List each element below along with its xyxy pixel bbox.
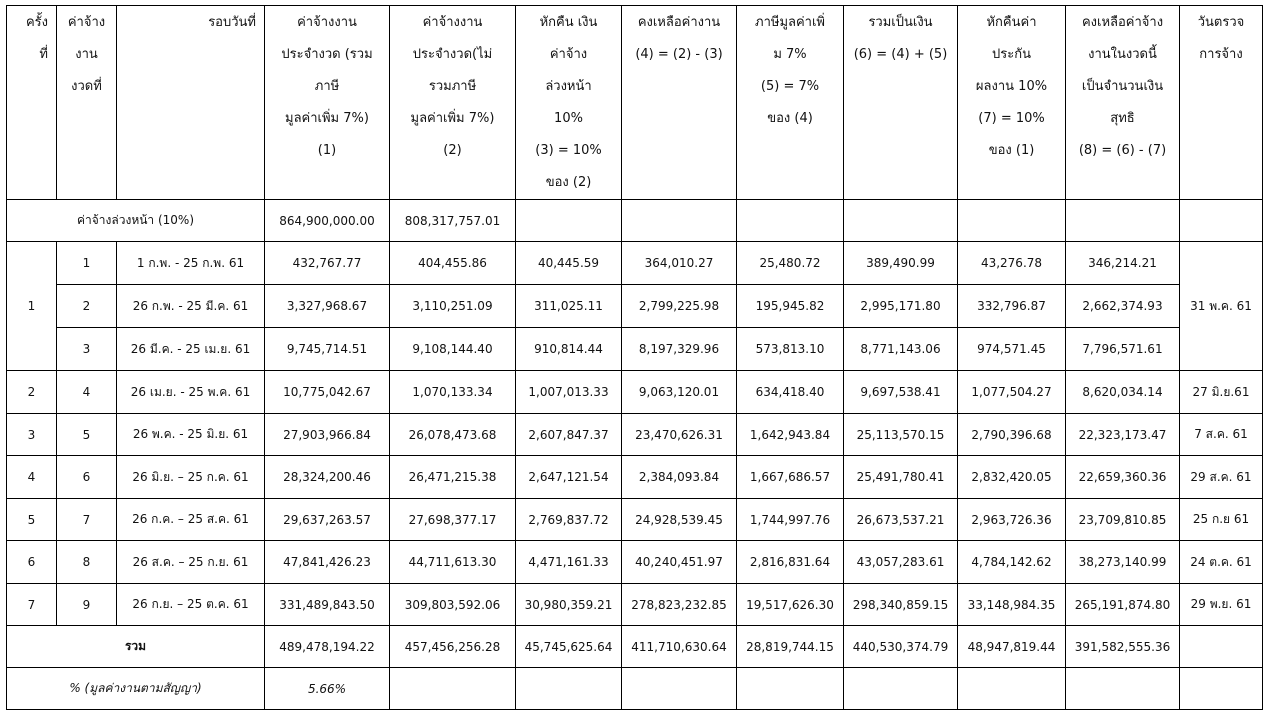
round-number: 1 bbox=[7, 242, 57, 371]
empty-cell bbox=[737, 200, 844, 242]
amount-cell: 19,517,626.30 bbox=[737, 584, 844, 626]
header-line: (4) = (2) - (3) bbox=[635, 47, 723, 62]
amount-cell: 27,698,377.17 bbox=[390, 499, 516, 541]
table-row bbox=[7, 456, 1263, 499]
header-line: หักคืน เงิน bbox=[539, 15, 598, 30]
inspection-date: 24 ต.ค. 61 bbox=[1180, 541, 1263, 584]
amount-cell: 4,784,142.62 bbox=[958, 541, 1066, 584]
amount-cell: 9,108,144.40 bbox=[390, 328, 516, 371]
installment-number: 5 bbox=[57, 414, 117, 456]
inspection-date: 31 พ.ค. 61 bbox=[1180, 242, 1263, 371]
header-line: ค่าจ้างงาน bbox=[297, 15, 357, 30]
total-row bbox=[7, 626, 1263, 668]
round-number: 4 bbox=[7, 456, 57, 499]
total-amount: 457,456,256.28 bbox=[390, 626, 516, 668]
amount-cell: 30,980,359.21 bbox=[516, 584, 622, 626]
inspection-date: 27 มิ.ย.61 bbox=[1180, 371, 1263, 414]
empty-cell bbox=[516, 200, 622, 242]
amount-cell: 22,323,173.47 bbox=[1066, 414, 1180, 456]
amount-cell: 10,775,042.67 bbox=[265, 371, 390, 414]
amount-cell: 9,745,714.51 bbox=[265, 328, 390, 371]
inspection-date: 29 ส.ค. 61 bbox=[1180, 456, 1263, 499]
table-row bbox=[7, 371, 1263, 414]
total-amount: 48,947,819.44 bbox=[958, 626, 1066, 668]
header-line: คงเหลือค่าจ้าง bbox=[1081, 15, 1164, 30]
empty-cell bbox=[1180, 668, 1263, 710]
amount-cell: 278,823,232.85 bbox=[622, 584, 737, 626]
header-line: (3) = 10% bbox=[535, 143, 602, 158]
amount-cell: 23,709,810.85 bbox=[1066, 499, 1180, 541]
table-row bbox=[7, 541, 1263, 584]
amount-cell: 2,816,831.64 bbox=[737, 541, 844, 584]
empty-cell bbox=[737, 668, 844, 710]
amount-cell: 26,078,473.68 bbox=[390, 414, 516, 456]
amount-cell: 331,489,843.50 bbox=[265, 584, 390, 626]
period-cell: 26 ก.ย. – 25 ต.ค. 61 bbox=[117, 584, 265, 626]
amount-cell: 195,945.82 bbox=[737, 285, 844, 328]
amount-cell: 573,813.10 bbox=[737, 328, 844, 371]
amount-cell: 1,077,504.27 bbox=[958, 371, 1066, 414]
amount-cell: 23,470,626.31 bbox=[622, 414, 737, 456]
amount-cell: 3,110,251.09 bbox=[390, 285, 516, 328]
amount-cell: 974,571.45 bbox=[958, 328, 1066, 371]
header-line: ครั้ง bbox=[25, 15, 48, 30]
amount-cell: 8,771,143.06 bbox=[844, 328, 958, 371]
amount-cell: 33,148,984.35 bbox=[958, 584, 1066, 626]
column-header bbox=[737, 6, 844, 200]
round-number: 6 bbox=[7, 541, 57, 584]
amount-cell: 38,273,140.99 bbox=[1066, 541, 1180, 584]
amount-cell: 2,790,396.68 bbox=[958, 414, 1066, 456]
header-line: (1) bbox=[317, 143, 337, 158]
header-line: ประจำงวด (รวม bbox=[281, 47, 373, 62]
empty-cell bbox=[390, 668, 516, 710]
installment-number: 9 bbox=[57, 584, 117, 626]
empty-cell bbox=[622, 668, 737, 710]
total-amount: 411,710,630.64 bbox=[622, 626, 737, 668]
empty-cell bbox=[1180, 626, 1263, 668]
header-line: รอบวันที่ bbox=[208, 15, 256, 30]
advance-value: 808,317,757.01 bbox=[390, 200, 516, 242]
column-header bbox=[844, 6, 958, 200]
header-line: 10% bbox=[554, 111, 583, 126]
header-row bbox=[7, 6, 1263, 200]
amount-cell: 43,276.78 bbox=[958, 242, 1066, 285]
amount-cell: 2,769,837.72 bbox=[516, 499, 622, 541]
empty-cell bbox=[516, 668, 622, 710]
installment-payment-table bbox=[6, 5, 1263, 710]
column-header bbox=[622, 6, 737, 200]
header-line: มูลค่าเพิ่ม 7%) bbox=[410, 111, 495, 126]
amount-cell: 7,796,571.61 bbox=[1066, 328, 1180, 371]
header-line: ของ (4) bbox=[767, 111, 813, 126]
table-row bbox=[7, 328, 1263, 371]
amount-cell: 298,340,859.15 bbox=[844, 584, 958, 626]
header-line: ที่ bbox=[39, 47, 48, 62]
amount-cell: 1,744,997.76 bbox=[737, 499, 844, 541]
total-amount: 489,478,194.22 bbox=[265, 626, 390, 668]
total-amount: 440,530,374.79 bbox=[844, 626, 958, 668]
period-cell: 26 พ.ค. - 25 มิ.ย. 61 bbox=[117, 414, 265, 456]
header-line: (8) = (6) - (7) bbox=[1078, 143, 1167, 158]
header-line: การจ้าง bbox=[1199, 47, 1243, 62]
amount-cell: 25,480.72 bbox=[737, 242, 844, 285]
total-amount: 391,582,555.36 bbox=[1066, 626, 1180, 668]
column-header bbox=[516, 6, 622, 200]
amount-cell: 910,814.44 bbox=[516, 328, 622, 371]
period-cell: 26 ก.ค. – 25 ส.ค. 61 bbox=[117, 499, 265, 541]
amount-cell: 2,384,093.84 bbox=[622, 456, 737, 499]
amount-cell: 43,057,283.61 bbox=[844, 541, 958, 584]
header-line: ค่าจ้างงาน bbox=[422, 15, 483, 30]
header-line: รวมภาษี bbox=[428, 79, 477, 94]
amount-cell: 3,327,968.67 bbox=[265, 285, 390, 328]
amount-cell: 47,841,426.23 bbox=[265, 541, 390, 584]
percent-label: % (มูลค่างานตามสัญญา) bbox=[7, 668, 265, 710]
percent-row bbox=[7, 668, 1263, 710]
amount-cell: 2,995,171.80 bbox=[844, 285, 958, 328]
header-line: (2) bbox=[443, 143, 462, 158]
empty-cell bbox=[1066, 200, 1180, 242]
amount-cell: 9,063,120.01 bbox=[622, 371, 737, 414]
table-row bbox=[7, 285, 1263, 328]
amount-cell: 28,324,200.46 bbox=[265, 456, 390, 499]
amount-cell: 40,240,451.97 bbox=[622, 541, 737, 584]
column-header bbox=[1180, 6, 1263, 200]
amount-cell: 346,214.21 bbox=[1066, 242, 1180, 285]
period-cell: 26 ส.ค. – 25 ก.ย. 61 bbox=[117, 541, 265, 584]
header-line: (6) = (4) + (5) bbox=[853, 47, 948, 62]
inspection-date: 7 ส.ค. 61 bbox=[1180, 414, 1263, 456]
installment-number: 7 bbox=[57, 499, 117, 541]
amount-cell: 25,113,570.15 bbox=[844, 414, 958, 456]
table-row bbox=[7, 242, 1263, 285]
header-line: (5) = 7% bbox=[760, 79, 820, 94]
amount-cell: 364,010.27 bbox=[622, 242, 737, 285]
empty-cell bbox=[622, 200, 737, 242]
header-line: ค่าจ้าง bbox=[549, 47, 588, 62]
amount-cell: 1,007,013.33 bbox=[516, 371, 622, 414]
column-header bbox=[117, 6, 265, 200]
header-line: งวดที่ bbox=[71, 79, 102, 94]
amount-cell: 22,659,360.36 bbox=[1066, 456, 1180, 499]
header-line: สุทธิ bbox=[1110, 111, 1135, 126]
total-label: รวม bbox=[7, 626, 265, 668]
header-line: ประกัน bbox=[992, 47, 1031, 62]
empty-cell bbox=[1180, 200, 1263, 242]
header-line: ค่าจ้าง bbox=[67, 15, 106, 30]
advance-value: 864,900,000.00 bbox=[265, 200, 390, 242]
amount-cell: 29,637,263.57 bbox=[265, 499, 390, 541]
period-cell: 26 ก.พ. - 25 มี.ค. 61 bbox=[117, 285, 265, 328]
amount-cell: 4,471,161.33 bbox=[516, 541, 622, 584]
header-line: ภาษีมูลค่าเพิ่ bbox=[755, 15, 825, 30]
amount-cell: 2,799,225.98 bbox=[622, 285, 737, 328]
advance-label: ค่าจ้างล่วงหน้า (10%) bbox=[7, 200, 265, 242]
amount-cell: 1,667,686.57 bbox=[737, 456, 844, 499]
round-number: 5 bbox=[7, 499, 57, 541]
column-header bbox=[390, 6, 516, 200]
column-header bbox=[958, 6, 1066, 200]
amount-cell: 265,191,874.80 bbox=[1066, 584, 1180, 626]
header-line: เป็นจำนวนเงิน bbox=[1081, 79, 1164, 94]
amount-cell: 40,445.59 bbox=[516, 242, 622, 285]
installment-number: 3 bbox=[57, 328, 117, 371]
amount-cell: 309,803,592.06 bbox=[390, 584, 516, 626]
amount-cell: 26,673,537.21 bbox=[844, 499, 958, 541]
period-cell: 26 เม.ย. - 25 พ.ค. 61 bbox=[117, 371, 265, 414]
empty-cell bbox=[958, 200, 1066, 242]
advance-payment-row bbox=[7, 200, 1263, 242]
header-line: ประจำงวด(ไม่ bbox=[412, 47, 493, 62]
installment-number: 6 bbox=[57, 456, 117, 499]
installment-number: 1 bbox=[57, 242, 117, 285]
percent-value: 5.66% bbox=[265, 668, 390, 710]
amount-cell: 2,647,121.54 bbox=[516, 456, 622, 499]
inspection-date: 25 ก.ย 61 bbox=[1180, 499, 1263, 541]
amount-cell: 8,197,329.96 bbox=[622, 328, 737, 371]
header-line: ของ (2) bbox=[545, 175, 592, 190]
header-line: (7) = 10% bbox=[978, 111, 1045, 126]
amount-cell: 634,418.40 bbox=[737, 371, 844, 414]
installment-number: 4 bbox=[57, 371, 117, 414]
inspection-date: 29 พ.ย. 61 bbox=[1180, 584, 1263, 626]
empty-cell bbox=[844, 200, 958, 242]
round-number: 7 bbox=[7, 584, 57, 626]
amount-cell: 1,642,943.84 bbox=[737, 414, 844, 456]
round-number: 3 bbox=[7, 414, 57, 456]
header-line: ของ (1) bbox=[988, 143, 1035, 158]
amount-cell: 24,928,539.45 bbox=[622, 499, 737, 541]
amount-cell: 389,490.99 bbox=[844, 242, 958, 285]
period-cell: 1 ก.พ. - 25 ก.พ. 61 bbox=[117, 242, 265, 285]
period-cell: 26 มิ.ย. – 25 ก.ค. 61 bbox=[117, 456, 265, 499]
amount-cell: 2,832,420.05 bbox=[958, 456, 1066, 499]
amount-cell: 332,796.87 bbox=[958, 285, 1066, 328]
round-number: 2 bbox=[7, 371, 57, 414]
header-line: คงเหลือค่างาน bbox=[637, 15, 721, 30]
amount-cell: 9,697,538.41 bbox=[844, 371, 958, 414]
amount-cell: 26,471,215.38 bbox=[390, 456, 516, 499]
header-line: ภาษี bbox=[314, 79, 340, 94]
amount-cell: 27,903,966.84 bbox=[265, 414, 390, 456]
empty-cell bbox=[844, 668, 958, 710]
amount-cell: 2,963,726.36 bbox=[958, 499, 1066, 541]
amount-cell: 311,025.11 bbox=[516, 285, 622, 328]
amount-cell: 25,491,780.41 bbox=[844, 456, 958, 499]
column-header bbox=[57, 6, 117, 200]
amount-cell: 404,455.86 bbox=[390, 242, 516, 285]
installment-number: 2 bbox=[57, 285, 117, 328]
amount-cell: 44,711,613.30 bbox=[390, 541, 516, 584]
column-header bbox=[1066, 6, 1180, 200]
table-row bbox=[7, 499, 1263, 541]
empty-cell bbox=[1066, 668, 1180, 710]
header-line: ม 7% bbox=[773, 47, 807, 62]
total-amount: 45,745,625.64 bbox=[516, 626, 622, 668]
header-line: ล่วงหน้า bbox=[545, 79, 592, 94]
empty-cell bbox=[958, 668, 1066, 710]
column-header bbox=[7, 6, 57, 200]
header-line: รวมเป็นเงิน bbox=[868, 15, 933, 30]
table-row bbox=[7, 584, 1263, 626]
header-line: งานในงวดนี้ bbox=[1088, 47, 1157, 62]
header-line: หักคืนค่า bbox=[986, 15, 1037, 30]
amount-cell: 2,607,847.37 bbox=[516, 414, 622, 456]
amount-cell: 2,662,374.93 bbox=[1066, 285, 1180, 328]
installment-number: 8 bbox=[57, 541, 117, 584]
column-header bbox=[265, 6, 390, 200]
amount-cell: 432,767.77 bbox=[265, 242, 390, 285]
period-cell: 26 มี.ค. - 25 เม.ย. 61 bbox=[117, 328, 265, 371]
amount-cell: 1,070,133.34 bbox=[390, 371, 516, 414]
table-row bbox=[7, 414, 1263, 456]
amount-cell: 8,620,034.14 bbox=[1066, 371, 1180, 414]
header-line: วันตรวจ bbox=[1197, 15, 1245, 30]
total-amount: 28,819,744.15 bbox=[737, 626, 844, 668]
header-line: งาน bbox=[75, 47, 98, 62]
header-line: มูลค่าเพิ่ม 7%) bbox=[285, 111, 369, 126]
header-line: ผลงาน 10% bbox=[975, 79, 1048, 94]
